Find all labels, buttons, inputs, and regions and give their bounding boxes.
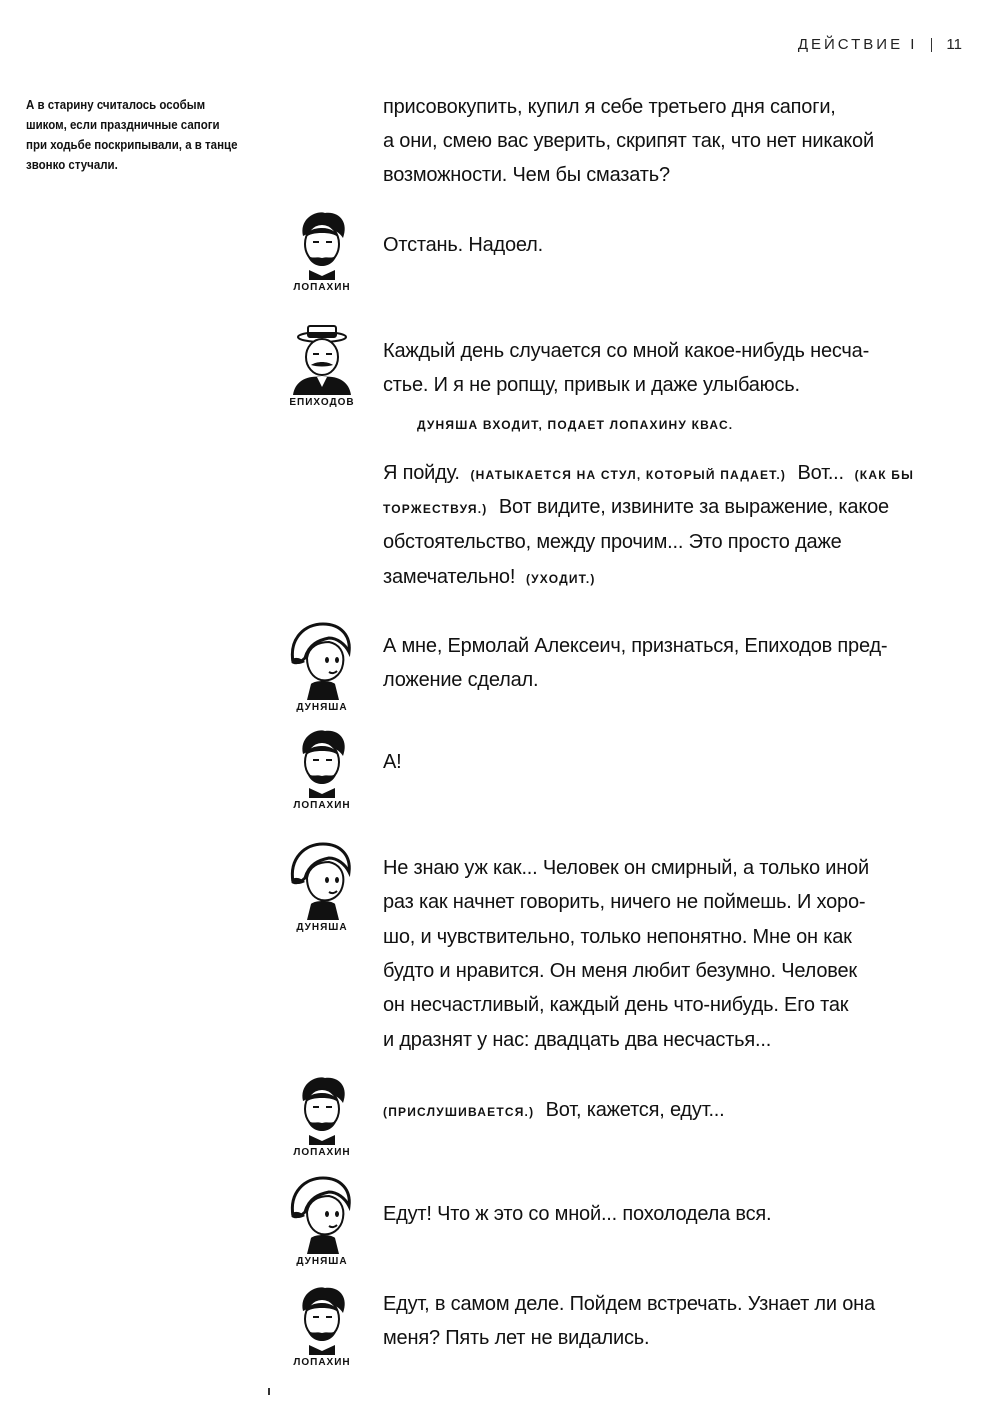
dialogue-line: возможности. Чем бы смазать?: [383, 164, 670, 186]
dunyasha-portrait-icon: [287, 1172, 357, 1254]
speaker-dunyasha: [284, 838, 360, 933]
speaker-name: ДУНЯША: [296, 922, 348, 933]
speaker-epikhodov: [284, 323, 360, 408]
line-text: Вот, кажется, едут...: [545, 1099, 725, 1121]
line-text: Вот видите, извините за выражение, какое: [498, 496, 889, 518]
dialogue-line: Не знаю уж как... Человек он смирный, а только иной: [383, 857, 869, 879]
speaker-name: ЕПИХОДОВ: [289, 397, 355, 408]
dialogue-line: Едут! Что ж это со мной... похолодела вся.: [383, 1203, 772, 1225]
lopakhin-portrait-icon: [289, 1075, 355, 1145]
dialogue-line: А мне, Ермолай Алексеич, признаться, Епиходов пред-: [383, 635, 888, 657]
margin-note: А в старину считалось особым шиком, если праздничные сапоги при ходьбе поскрипывали, а в танце звонко стучали.: [26, 98, 238, 172]
running-header: [798, 36, 962, 53]
dialogue-line: А!: [383, 751, 402, 773]
dialogue-line: Едут, в самом деле. Пойдем встречать. Узнает ли она: [383, 1293, 875, 1315]
stage-direction: ДУНЯША ВХОДИТ, ПОДАЕТ ЛОПАХИНУ КВАС.: [417, 418, 734, 432]
header-divider: [931, 38, 932, 52]
dialogue-line: обстоятельство, между прочим... Это просто даже: [383, 531, 842, 553]
stage-direction: ТОРЖЕСТВУЯ.): [383, 502, 488, 516]
lopakhin-portrait-icon: [289, 728, 355, 798]
lopakhin-portrait-icon: [289, 1285, 355, 1355]
lopakhin-portrait-icon: [289, 210, 355, 280]
dialogue-line: [383, 560, 943, 596]
dunyasha-portrait-icon: [287, 838, 357, 920]
stage-direction: (НАТЫКАЕТСЯ НА СТУЛ, КОТОРЫЙ ПАДАЕТ.): [470, 468, 787, 482]
dialogue-line: присовокупить, купил я себе третьего дня сапоги,: [383, 96, 836, 118]
speaker-name: ДУНЯША: [296, 1256, 348, 1267]
line-text: Вот...: [797, 462, 844, 484]
stage-direction: (КАК БЫ: [854, 468, 915, 482]
dialogue-line: будто и нравится. Он меня любит безумно. Человек: [383, 960, 857, 982]
dialogue-line: [383, 490, 943, 526]
dialogue-line: меня? Пять лет не видались.: [383, 1327, 650, 1349]
speaker-lopakhin: [284, 1075, 360, 1158]
dialogue-line: ложение сделал.: [383, 669, 539, 691]
line-text: Я пойду.: [383, 462, 460, 484]
speaker-name: ЛОПАХИН: [293, 800, 351, 811]
epikhodov-portrait-icon: [289, 323, 355, 395]
dialogue-line: [383, 1093, 943, 1129]
speaker-name: ДУНЯША: [296, 702, 348, 713]
dialogue-line: раз как начнет говорить, ничего не поймешь. И хоро-: [383, 891, 866, 913]
speaker-name: ЛОПАХИН: [293, 1147, 351, 1158]
dialogue-line: стье. И я не ропщу, привык и даже улыбаюсь.: [383, 374, 800, 396]
speaker-name: ЛОПАХИН: [293, 1357, 351, 1368]
act-title: ДЕЙСТВИЕ I: [797, 36, 918, 53]
scan-mark: [268, 1388, 270, 1395]
stage-direction: (ПРИСЛУШИВАЕТСЯ.): [383, 1105, 535, 1119]
line-text: замечательно!: [383, 566, 516, 588]
speaker-dunyasha: [284, 1172, 360, 1267]
speaker-lopakhin: [284, 728, 360, 811]
dunyasha-portrait-icon: [287, 618, 357, 700]
speaker-lopakhin: [284, 1285, 360, 1368]
speaker-dunyasha: [284, 618, 360, 713]
dialogue-line: и дразнят у нас: двадцать два несчастья...: [383, 1029, 772, 1051]
dialogue-line: он несчастливый, каждый день что-нибудь. Его так: [383, 994, 849, 1016]
dialogue-line: Каждый день случается со мной какое-нибудь несча-: [383, 340, 870, 362]
speaker-lopakhin: [284, 210, 360, 293]
dialogue-line: а они, смею вас уверить, скрипят так, что нет никакой: [383, 130, 874, 152]
speaker-name: ЛОПАХИН: [293, 282, 351, 293]
page-number: 11: [946, 36, 962, 53]
dialogue-line: Отстань. Надоел.: [383, 234, 543, 256]
dialogue-line: шо, и чувствительно, только непонятно. Мне он как: [383, 926, 852, 948]
dialogue-line: [383, 456, 943, 492]
stage-direction: (УХОДИТ.): [525, 572, 596, 586]
